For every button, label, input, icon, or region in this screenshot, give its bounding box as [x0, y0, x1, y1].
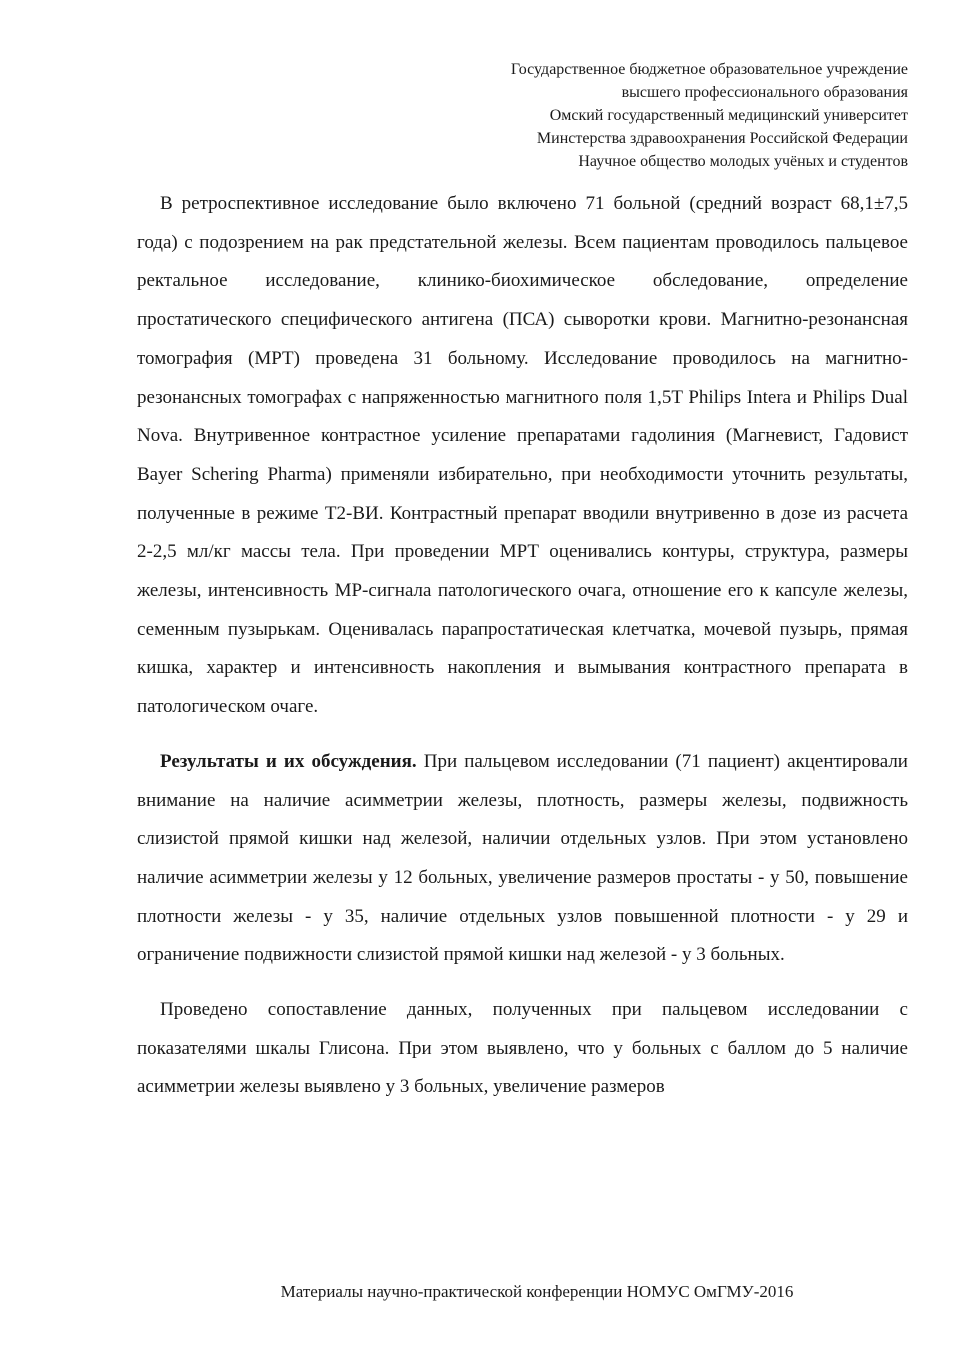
conference-footer: Материалы научно-практической конференции НОМУС ОмГМУ-2016	[280, 1282, 794, 1301]
results-text: При пальцевом исследовании (71 пациент) акцентировали внимание на наличие асимметрии железы, плотность, размеры железы, подвижность слизистой прямой кишки над железой, наличии отдельных узлов. При этом установлено наличие асимметрии железы у 12 больных, увеличение размеров простаты - у 50, повышение плотности железы - у 35, наличие отдельных узлов повышенной плотности - у 29 и ограничение подвижности слизистой прямой кишки над железой - у 3 больных.	[137, 750, 908, 966]
header-line: высшего профессионального образования	[621, 84, 908, 101]
institution-header	[208, 58, 908, 173]
results-heading: Результаты и их обсуждения.	[160, 750, 417, 772]
methods-paragraph: В ретроспективное исследование было включено 71 больной (средний возраст 68,1±7,5 года) с подозрением на рак предстательной железы. Всем пациентам проводилось пальцевое ректальное исследование, клинико-биохимическое обследование, определение простатического специфического антигена (ПСА) сыворотки крови. Магнитно-резонансная томография (МРТ) проведена 31 больному. Исследование проводилось на магнитно-резонансных томографах с напряженностью магнитного поля 1,5T Philips Intera и Philips Dual Nova. Внутривенное контрастное усиление препаратами гадолиния (Магневист, Гадовист Bayer Schering Pharma) применяли избирательно, при необходимости уточнить результаты, полученные в режиме Т2-ВИ. Контрастный препарат вводили внутривенно в дозе из расчета 2-2,5 мл/кг массы тела. При проведении МРТ оценивались контуры, структура, размеры железы, интенсивность МР-сигнала патологического очага, отношение его к капсуле железы, семенным пузырькам. Оценивалась парапростатическая клетчатка, мочевой пузырь, прямая кишка, характер и интенсивность накопления и вымывания контрастного препарата в патологическом очаге.	[137, 193, 908, 718]
header-line: Научное общество молодых учёных и студентов	[578, 153, 908, 170]
header-line: Государственное бюджетное образовательное учреждение	[510, 61, 908, 78]
header-line: Минстерства здравоохранения Российской Федерации	[536, 130, 908, 147]
header-line: Омский государственный медицинский университет	[549, 107, 908, 124]
results-paragraph	[137, 743, 908, 975]
comparison-paragraph: Проведено сопоставление данных, полученных при пальцевом исследовании с показателями шкалы Глисона. При этом выявлено, что у больных с баллом до 5 наличие асимметрии железы выявлено у 3 больных, увеличение размеров	[137, 999, 908, 1098]
article-body	[137, 185, 908, 1107]
